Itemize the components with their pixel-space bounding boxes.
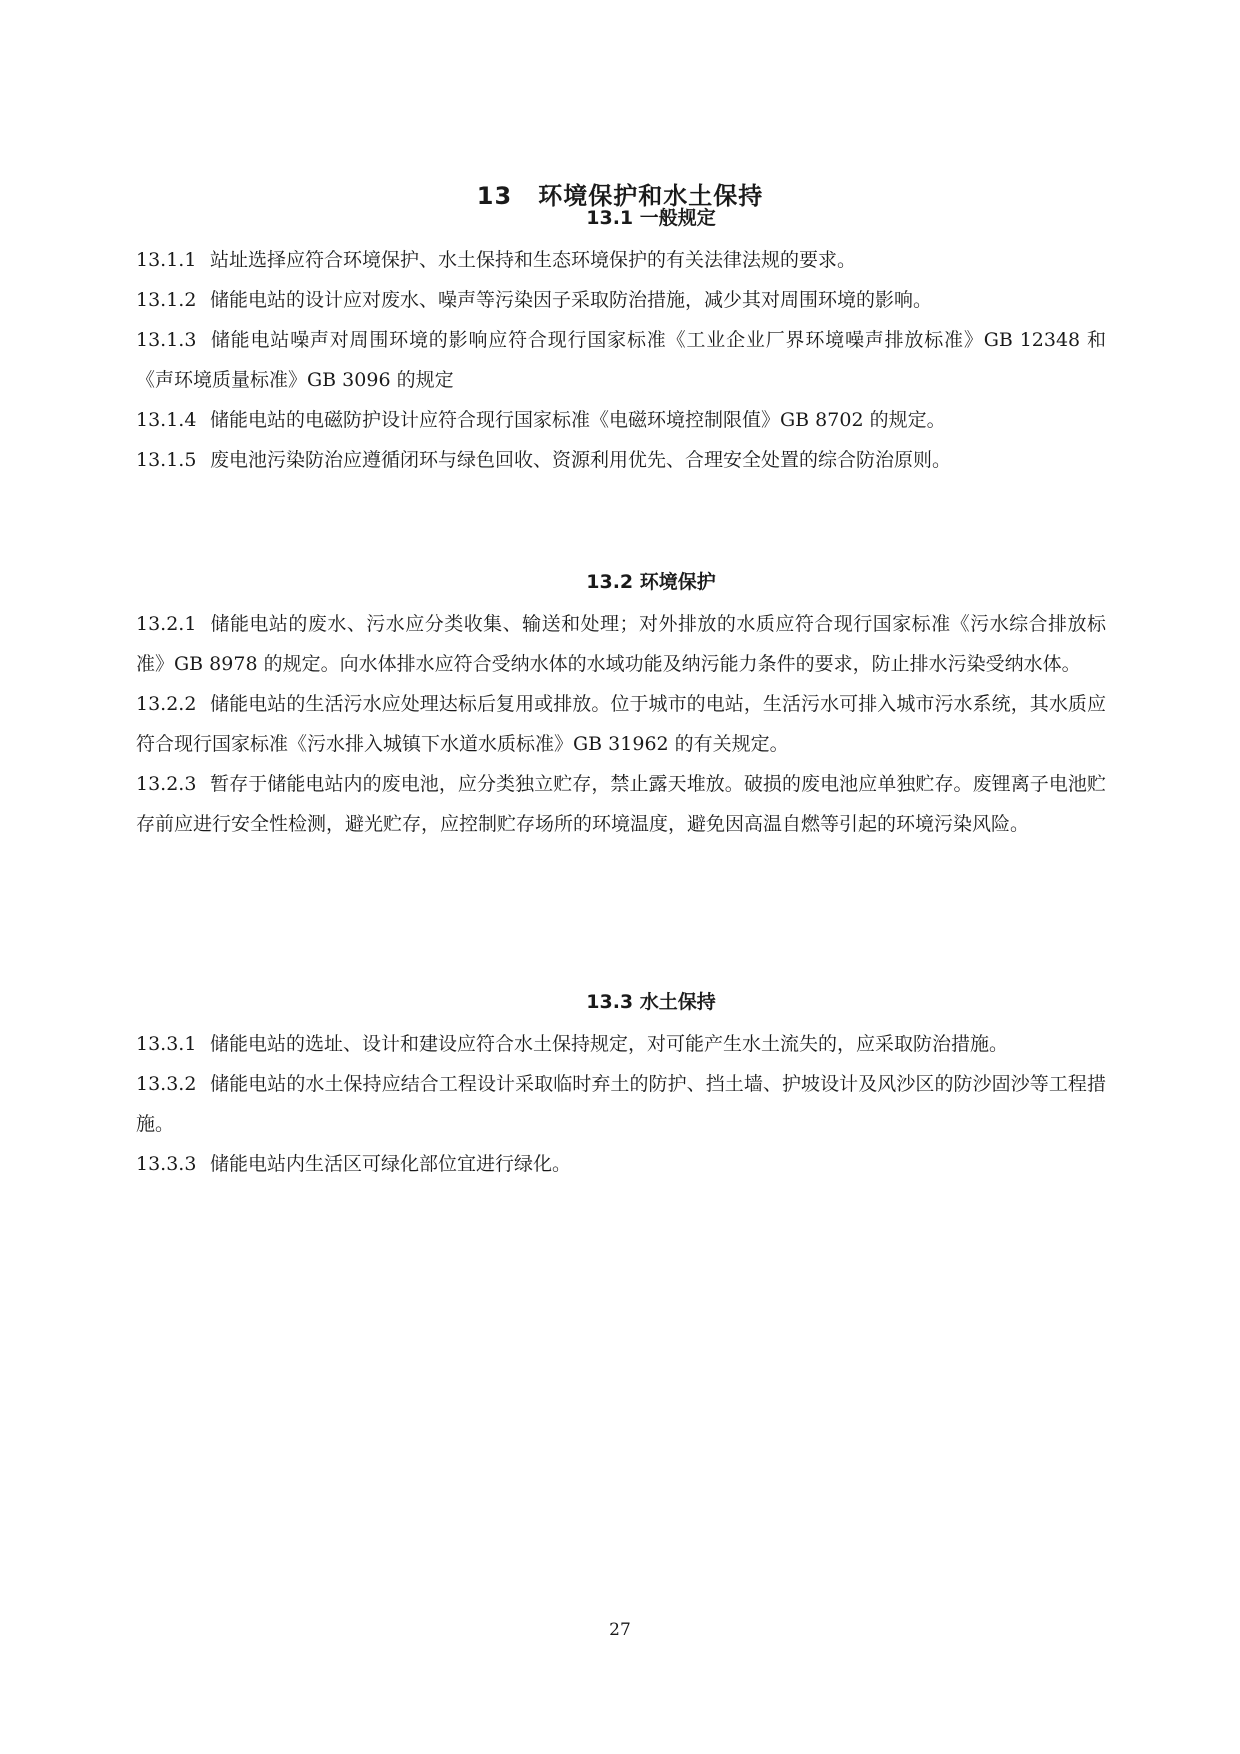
clause-13-3-3 [136,1144,1106,1184]
clause-text: 储能电站的设计应对废水、噪声等污染因子采取防治措施，减少其对周围环境的影响。 [210,289,933,311]
section-soil-water-conservation [136,988,1106,1184]
page-number: 27 [609,1620,631,1640]
clause-13-2-1 [136,604,1106,684]
clause-text: 储能电站的选址、设计和建设应符合水土保持规定，对可能产生水土流失的，应采取防治措施。 [210,1033,1009,1055]
section-title: 13.1 一般规定 [586,207,716,229]
clause-number: 13.1.1 [136,249,197,271]
clause-13-2-2 [136,684,1106,764]
clause-text: 暂存于储能电站内的废电池，应分类独立贮存，禁止露天堆放。破损的废电池应单独贮存。废锂离子电池贮存前应进行安全性检测，避光贮存，应控制贮存场所的环境温度，避免因高温自燃等引起的环境污染风险。 [136,773,1106,835]
clause-text: 储能电站内生活区可绿化部位宜进行绿化。 [210,1153,572,1175]
clause-number: 13.2.3 [136,773,197,795]
clause-13-3-1 [136,1024,1106,1064]
section-title: 13.2 环境保护 [586,571,716,593]
chapter-title-text: 环境保护和水土保持 [538,182,764,210]
clause-number: 13.1.3 [136,329,197,351]
chapter-number: 13 [476,182,513,210]
clause-number: 13.1.2 [136,289,197,311]
clause-13-3-2 [136,1064,1106,1144]
clause-number: 13.2.2 [136,693,197,715]
clause-13-1-5 [136,440,1106,480]
clause-text: 储能电站的生活污水应处理达标后复用或排放。位于城市的电站，生活污水可排入城市污水系统，其水质应符合现行国家标准《污水排入城镇下水道水质标准》GB 31962 的有关规定。 [136,693,1106,755]
section-environmental-protection [136,568,1106,844]
section-general [136,204,1106,480]
clause-13-1-1 [136,240,1106,280]
clause-text: 储能电站的废水、污水应分类收集、输送和处理；对外排放的水质应符合现行国家标准《污水综合排放标准》GB 8978 的规定。向水体排水应符合受纳水体的水域功能及纳污能力条件的要求，防止排水污染受纳水体。 [136,613,1106,675]
clause-13-1-2 [136,280,1106,320]
clause-text: 废电池污染防治应遵循闭环与绿色回收、资源利用优先、合理安全处置的综合防治原则。 [210,449,952,471]
clause-number: 13.1.5 [136,449,197,471]
clause-13-2-3 [136,764,1106,844]
clause-text: 站址选择应符合环境保护、水土保持和生态环境保护的有关法律法规的要求。 [210,249,857,271]
clause-text: 储能电站噪声对周围环境的影响应符合现行国家标准《工业企业厂界环境噪声排放标准》GB 12348 和《声环境质量标准》GB 3096 的规定 [136,329,1106,391]
clause-number: 13.1.4 [136,409,197,431]
clause-number: 13.2.1 [136,613,197,635]
clause-number: 13.3.1 [136,1033,197,1055]
section-title: 13.3 水土保持 [586,991,716,1013]
clause-number: 13.3.3 [136,1153,197,1175]
clause-number: 13.3.2 [136,1073,197,1095]
clause-text: 储能电站的水土保持应结合工程设计采取临时弃土的防护、挡土墙、护坡设计及风沙区的防沙固沙等工程措施。 [136,1073,1106,1135]
clause-13-1-4 [136,400,1106,440]
clause-13-1-3 [136,320,1106,400]
clause-text: 储能电站的电磁防护设计应符合现行国家标准《电磁环境控制限值》GB 8702 的规定。 [210,409,946,431]
